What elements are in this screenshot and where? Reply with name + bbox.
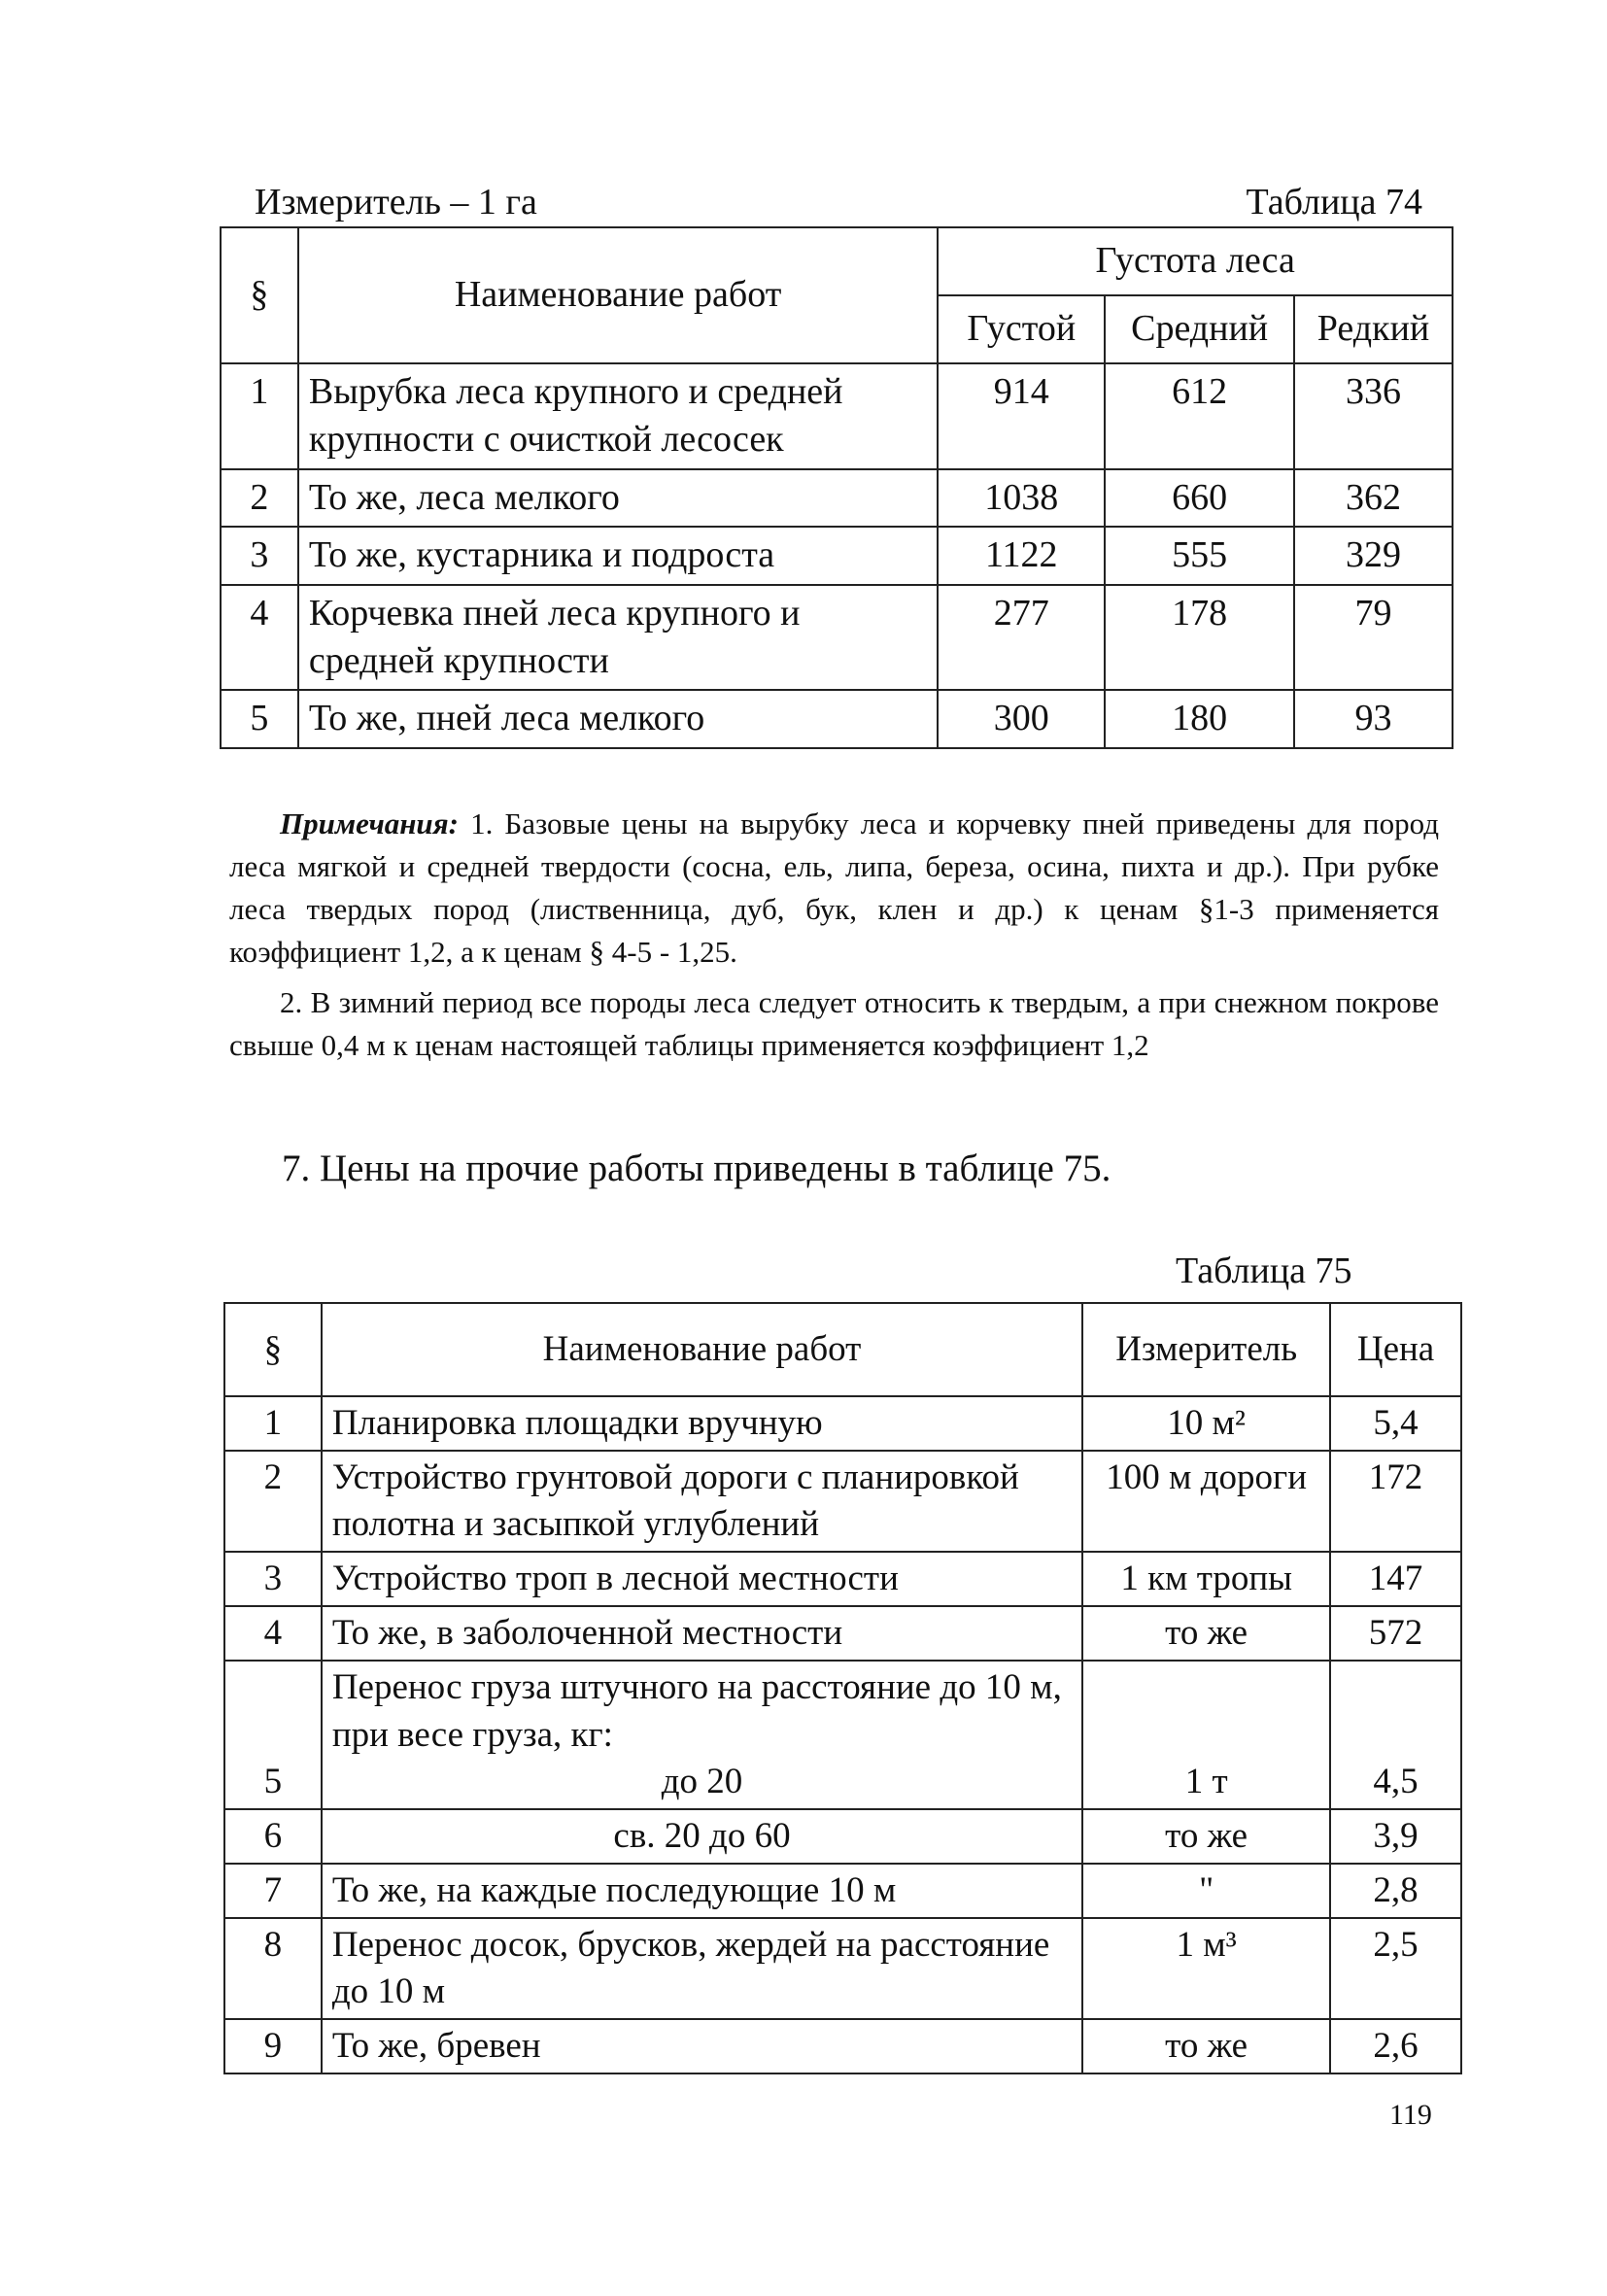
row-number: 5 (224, 1661, 322, 1808)
table-75-title: Таблица 75 (1176, 1251, 1352, 1291)
value-medium: 555 (1105, 527, 1294, 584)
table-row (224, 1918, 1461, 2019)
row-name: То же, пней леса мелкого (298, 690, 939, 747)
row-name: То же, леса мелкого (298, 469, 939, 527)
row-unit: то же (1082, 2019, 1330, 2073)
table-74-col-group: Густота леса (938, 227, 1453, 295)
value-medium: 612 (1105, 363, 1294, 469)
row-price: 2,6 (1330, 2019, 1461, 2073)
table-row (221, 527, 1453, 584)
table-75-col-unit: Измеритель (1082, 1303, 1330, 1396)
row-price: 572 (1330, 1606, 1461, 1661)
table-75-col-section: § (224, 1303, 322, 1396)
section-7-text: 7. Цены на прочие работы приведены в таблице 75. (282, 1148, 1111, 1189)
row-price: 3,9 (1330, 1809, 1461, 1864)
table-row (221, 363, 1453, 469)
table-74-title: Таблица 74 (1246, 182, 1422, 223)
value-sparse: 362 (1294, 469, 1453, 527)
table-74-measure: Измеритель – 1 га (255, 182, 537, 223)
row-unit: 1 км тропы (1082, 1552, 1330, 1606)
row-number: 4 (221, 585, 298, 691)
row-name: св. 20 до 60 (322, 1809, 1082, 1864)
table-row (224, 1396, 1461, 1451)
note-2: 2. В зимний период все породы леса следует относить к твердым, а при снежном покрове свыше 0,4 м к ценам настоящей таблицы применяется коэффициент 1,2 (229, 985, 1439, 1063)
table-74-col-name: Наименование работ (298, 227, 939, 363)
row-name: То же, кустарника и подроста (298, 527, 939, 584)
table-row (224, 1451, 1461, 1552)
row-number: 3 (221, 527, 298, 584)
note-1 (229, 803, 1439, 974)
table-row (224, 1809, 1461, 1864)
value-dense: 1122 (938, 527, 1105, 584)
row-unit: " (1082, 1864, 1330, 1918)
row-number: 7 (224, 1864, 322, 1918)
row-unit: 10 м² (1082, 1396, 1330, 1451)
row-unit: 1 т (1082, 1661, 1330, 1808)
row-number: 5 (221, 690, 298, 747)
notes-label: Примечания: (280, 806, 459, 840)
table-74-col-sparse: Редкий (1294, 295, 1453, 363)
row-unit: 1 м³ (1082, 1918, 1330, 2019)
row-name: То же, в заболоченной местности (322, 1606, 1082, 1661)
row-number: 2 (221, 469, 298, 527)
row-name: Корчевка пней леса крупного и средней крупности (298, 585, 939, 691)
row-name: Планировка площадки вручную (322, 1396, 1082, 1451)
table-74-col-medium: Средний (1105, 295, 1294, 363)
value-dense: 277 (938, 585, 1105, 691)
row-name-sub: до 20 (661, 1761, 743, 1801)
row-number: 1 (224, 1396, 322, 1451)
value-medium: 180 (1105, 690, 1294, 747)
row-price: 5,4 (1330, 1396, 1461, 1451)
value-medium: 178 (1105, 585, 1294, 691)
row-name-intro: Перенос груза штучного на расстояние до 10 м, при весе груза, кг: (331, 1667, 1062, 1755)
row-name (322, 1661, 1082, 1808)
page-number: 119 (1389, 2099, 1432, 2131)
row-price: 4,5 (1330, 1661, 1461, 1808)
row-unit: 100 м дороги (1082, 1451, 1330, 1552)
row-price: 2,8 (1330, 1864, 1461, 1918)
row-number: 8 (224, 1918, 322, 2019)
row-price: 147 (1330, 1552, 1461, 1606)
table-row (221, 469, 1453, 527)
row-name: То же, бревен (322, 2019, 1082, 2073)
table-75 (223, 1302, 1462, 2074)
row-number: 9 (224, 2019, 322, 2073)
row-name: Устройство троп в лесной местности (322, 1552, 1082, 1606)
notes-block (229, 803, 1439, 1067)
row-name: Перенос досок, брусков, жердей на расстояние до 10 м (322, 1918, 1082, 2019)
table-75-col-name: Наименование работ (322, 1303, 1082, 1396)
table-row (224, 1552, 1461, 1606)
row-price: 172 (1330, 1451, 1461, 1552)
table-75-header-row (224, 1303, 1461, 1396)
value-sparse: 79 (1294, 585, 1453, 691)
row-name: То же, на каждые последующие 10 м (322, 1864, 1082, 1918)
table-row (224, 1661, 1461, 1808)
table-row (221, 585, 1453, 691)
table-row (224, 2019, 1461, 2073)
row-number: 4 (224, 1606, 322, 1661)
table-row (221, 690, 1453, 747)
row-price: 2,5 (1330, 1918, 1461, 2019)
table-74-col-dense: Густой (938, 295, 1105, 363)
row-number: 2 (224, 1451, 322, 1552)
value-sparse: 336 (1294, 363, 1453, 469)
row-number: 6 (224, 1809, 322, 1864)
table-74-header (220, 175, 1422, 225)
value-medium: 660 (1105, 469, 1294, 527)
value-sparse: 329 (1294, 527, 1453, 584)
table-row (224, 1864, 1461, 1918)
value-dense: 300 (938, 690, 1105, 747)
note-1-text: 1. Базовые цены на вырубку леса и корчевку пней приведены для пород леса мягкой и средней твердости (сосна, ель, липа, береза, осина, пихта и др.). При рубке леса твердых пород (лиственница, дуб, бук, клен и др.) к ценам §1-3 применяется коэффициент 1,2, а к ценам § 4-5 - 1,25. (229, 806, 1439, 970)
table-75-col-price: Цена (1330, 1303, 1461, 1396)
value-sparse: 93 (1294, 690, 1453, 747)
row-number: 1 (221, 363, 298, 469)
value-dense: 914 (938, 363, 1105, 469)
table-74 (220, 226, 1453, 749)
row-name: Устройство грунтовой дороги с планировкой полотна и засыпкой углублений (322, 1451, 1082, 1552)
table-row (224, 1606, 1461, 1661)
row-unit: то же (1082, 1809, 1330, 1864)
row-number: 3 (224, 1552, 322, 1606)
table-74-header-row (221, 227, 1453, 295)
row-unit: то же (1082, 1606, 1330, 1661)
row-name: Вырубка леса крупного и средней крупности с очисткой лесосек (298, 363, 939, 469)
value-dense: 1038 (938, 469, 1105, 527)
table-74-col-section: § (221, 227, 298, 363)
